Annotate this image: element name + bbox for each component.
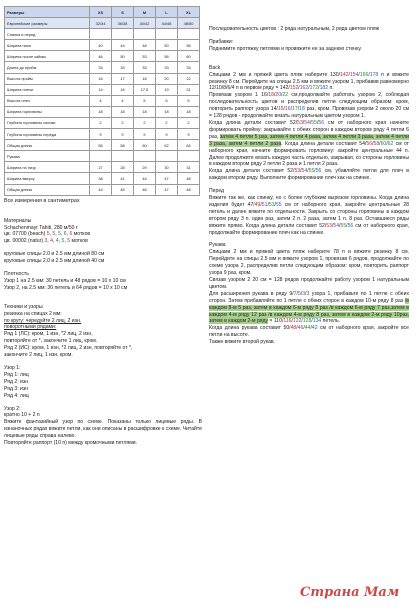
row-label-cell: Ширина после каймы [5, 51, 90, 62]
size-value-cell: M [134, 7, 156, 18]
size-value-cell: 33 [90, 62, 112, 73]
size-value-cell: 47 [156, 184, 178, 195]
rib-row-1: Ряд 1 (ЛС): кром, 1 изн, *2 лиц, 2 изн, [4, 331, 93, 338]
pattern-2-repeat: Повторяйте раппорт (10 п) между кромочными петлями. [4, 440, 137, 447]
row-label-cell: Спинка и перед [5, 29, 90, 40]
size-value-cell [112, 29, 134, 40]
size-value-cell: S [112, 7, 134, 18]
size-value-cell: 5 [178, 95, 200, 106]
row-label-cell: Ширина плечи [5, 84, 90, 95]
rib-round: по кругу: чередуйте 2 лиц, 2 изн. [4, 317, 82, 324]
sleeves-heading: Рукава [209, 242, 226, 249]
sleeves-para-4: Когда длина рукава составит 50/48/46/44/42 см от наборного края, закройте все петли на высоте. [209, 325, 409, 339]
row-label-cell: Глубина горловины спинки [5, 117, 90, 128]
rib-heading: резинка на спицах 2 мм: [4, 310, 62, 317]
size-value-cell: 17,5 [134, 84, 156, 95]
size-value-cell: 44/46 [156, 18, 178, 29]
back-para-1: Спицами 2 мм и пряжей цвета пляж наберите 130/142/154/166/178 п и вяжите резинку 8 см. Перейдите на спицы 2.5 мм и вяжите узором 1, прибавив равномерно 12/10/8/6/4 п в первом ряду = 142/152/162/172/182 п. [209, 71, 409, 92]
needles-40: круговые спицы 2.0 и 2.5 мм длиной 40 см [4, 258, 105, 265]
size-value-cell [134, 151, 156, 162]
pattern-2-description: Вяжите фантазийный узор по схеме. Показаны только лицевые ряды. В изнаночных рядах вяжите петли, как они описаны в расшифровке к схеме. Читайте лицевые ряды справа налево. [4, 419, 202, 440]
size-value-cell: 18 [112, 106, 134, 117]
size-value-cell: 9 [90, 129, 112, 140]
sleeves-para-1: Спицами 2 мм и пряжей цвета пляж наберите 78 п и вяжите резинку 8 см. Перейдите на спицы 2.5 мм и вяжите узором 1, провязав 6 рядов, продолжайте по схеме узора 2, распределив петли следующим образом: кром, повторить раппорт узора 9 раз, кром. [209, 249, 409, 277]
table-row [5, 84, 200, 95]
size-value-cell: 50 [156, 40, 178, 51]
size-value-cell: 2 [178, 117, 200, 128]
size-value-cell: 56 [156, 51, 178, 62]
size-value-cell: 2 [90, 117, 112, 128]
table-header-row [5, 7, 200, 18]
techniques-heading: Техники и узоры [4, 303, 43, 310]
size-value-cell: 48 [178, 184, 200, 195]
size-value-cell: 36/38 [112, 18, 134, 29]
size-value-cell: 5 [134, 95, 156, 106]
size-value-cell [156, 151, 178, 162]
sleeves-para-3: Для расширения рукава в ряду 9/7/5/3/3 узора 1, прибавьте по 1 петле с обеих сторон. Затем прибавляйте по 1 петле с обеих сторон в каждом 10-м ряду 8 раз /в каждом 8-м 5 раз, затем в каждом 6-м ряду 8 раз /в каждом 6-м ряду 7 раз,затем в каждом 4-м ряду 12 раз /в каждом 4-м ряду 8 раз, затем в каждом 2-м ряду 10раз, затем в каждом 2-м ряду = 110/116/122/128/134 петель. [209, 290, 410, 325]
size-value-cell: 38 [90, 173, 112, 184]
size-value-cell: 9 [156, 129, 178, 140]
row-label-cell: Ширина вверху [5, 173, 90, 184]
watermark-logo: Страна Мам [300, 585, 400, 600]
size-value-cell: XS [90, 7, 112, 18]
table-row [5, 117, 200, 128]
size-value-cell: 48 [134, 40, 156, 51]
size-value-cell: 30 [156, 162, 178, 173]
table-row [5, 62, 200, 73]
size-value-cell: 9 [112, 129, 134, 140]
row-label-cell: Размеры [5, 7, 90, 18]
size-value-cell: 18 [90, 106, 112, 117]
size-value-cell [178, 151, 200, 162]
size-value-cell: 60 [134, 140, 156, 151]
size-value-cell: 60 [178, 51, 200, 62]
row-label-cell: Длина до пройм [5, 62, 90, 73]
sleeves-para-2: Связав узором 2 20 см = 128 рядов продолжайте работу узором 1 натуральным цветом. [209, 277, 409, 290]
gauge-heading: Плотность [4, 271, 29, 278]
table-note: Все измерения в сантиметрах [4, 197, 80, 204]
yarn-color-beach: цв. 07700 (beach) 5, 5, 5, 6, 6 мотков [4, 231, 91, 238]
table-row [5, 95, 200, 106]
size-value-cell: 50 [112, 51, 134, 62]
size-value-cell [90, 151, 112, 162]
gauge-pattern-1: Узор 1 на 2.5 мм: 30 петель и 48 рядов = 10 х 10 см [4, 277, 126, 284]
back-para-2: Провязав узором 1 16/18/20/22 см,продолжайте работать узором 2, соблюдая последовательность цветов и распределив петли следующим образом: кром, повторить раппорт узора 14/15/16/17/18 раз, кром. Провязав узором 2 около 20 см = 128 рядов - продолжайте вязать натуральным цветом узором 1. [209, 92, 410, 120]
materials-section [4, 218, 202, 447]
size-value-cell: 9 [134, 129, 156, 140]
materials-heading: Материалы [4, 217, 32, 224]
row-label-cell: Общая длина [5, 140, 90, 151]
size-value-cell: 28 [112, 162, 134, 173]
rib-rows-heading: поворотными рядами: [4, 324, 57, 331]
pattern-1-row-2: Ряд 2: изн [4, 378, 29, 385]
size-value-cell: 33 [112, 62, 134, 73]
table-row [5, 51, 200, 62]
size-value-cell: 16 [90, 73, 112, 84]
size-value-cell: 27 [90, 162, 112, 173]
pattern-1-row-4: Ряд 4: лиц [4, 392, 29, 399]
back-para-3: Когда длина детали составит 52/53/54/55/56 см от наборного края начните формировать пройму: закрывайте с обеих сторон в каждом втором ряду 4 петли 6 раз, затем 4 петли 5 раз, затем 4 петли 4 раза, затем 4 петли 3 раза, затем 4 петли 3 раза, затем 4 петли 2 раза. Когда длина детали составит 54/56/58/60/62 см от наборного края, начните формировать горловину: закройте центральные 44 п. Далее продолжите вязать каждую часть отдельно, закрывая, со стороны горловины в каждом втором ряду 2 петли 2 раза и 1 петля 2 раза. [209, 119, 410, 168]
size-value-cell: 45 [112, 184, 134, 195]
table-row [5, 73, 200, 84]
size-value-cell: 16 [112, 84, 134, 95]
size-value-cell: 33 [156, 62, 178, 73]
size-value-cell: 58 [112, 140, 134, 151]
table-row [5, 129, 200, 140]
size-value-cell: 29 [134, 162, 156, 173]
size-value-cell: 20 [156, 73, 178, 84]
size-value-cell: 62 [156, 140, 178, 151]
size-value-cell: 31 [178, 162, 200, 173]
size-value-cell: 48 [178, 173, 200, 184]
size-value-cell: 18 [134, 106, 156, 117]
table-row [5, 173, 200, 184]
size-value-cell: 17 [112, 73, 134, 84]
increases-heading: Прибавки: [209, 38, 234, 45]
size-value-cell: 40 [90, 40, 112, 51]
size-value-cell: 44 [90, 184, 112, 195]
size-value-cell: 44 [112, 40, 134, 51]
size-value-cell: 4 [90, 95, 112, 106]
table-row [5, 29, 200, 40]
size-value-cell: 9 [178, 129, 200, 140]
size-value-cell: 21 [178, 84, 200, 95]
size-value-cell: 33 [178, 62, 200, 73]
row-label-cell: Общая длина [5, 184, 90, 195]
size-value-cell: 14 [90, 84, 112, 95]
size-value-cell: L [156, 7, 178, 18]
yarn-color-natur: цв. 00002 (natur) 3, 4, 4, 5, 5 мотков [4, 238, 88, 245]
size-value-cell: 2 [156, 117, 178, 128]
size-value-cell: XL [178, 7, 200, 18]
size-value-cell: 19 [156, 84, 178, 95]
size-value-cell: 48/50 [178, 18, 200, 29]
rib-row-2-end: закончите 2 лиц, 1 изн, кром. [4, 352, 73, 359]
row-label-cell: Высота плеч [5, 95, 90, 106]
size-value-cell: 53 [134, 51, 156, 62]
size-value-cell: 40/42 [134, 18, 156, 29]
table-row [5, 40, 200, 51]
size-value-cell: 2 [112, 117, 134, 128]
pattern-1-heading: Узор 1: [4, 365, 21, 371]
size-value-cell: 4 [112, 95, 134, 106]
table-row [5, 151, 200, 162]
pattern-2-heading: Узор 2: [4, 405, 21, 412]
size-value-cell: 18 [178, 106, 200, 117]
table-row [5, 162, 200, 173]
size-value-cell: 46 [134, 184, 156, 195]
row-label-cell: Глубина горловины переда [5, 129, 90, 140]
size-value-cell: 64 [178, 140, 200, 151]
table-row [5, 18, 200, 29]
front-para: Вяжите так же, как спинку, но с более глубоким вырезом горловины. Когда длина изделия будет 47/49/51/53/55 см от наборного края, закройте центральные 28 петель и далее вяжите по отдельности. Закрыть со стороны горловины в каждом втором ряду 3 п. один раз, затем 2 п. 2 раза, затем 1 п. 8 раз. Оставшиеся ряды вяжите прямо. Когда длина детали составит 52/53/54/55/56 см от наборного края, продолжайте формирование плеч как на спинке. [209, 195, 409, 236]
row-label-cell: Рукава [5, 151, 90, 162]
row-label-cell: Ширина по низу [5, 162, 90, 173]
size-value-cell: 46 [90, 51, 112, 62]
size-value-cell: 18 [134, 73, 156, 84]
size-value-cell: 47 [156, 173, 178, 184]
needles-80: круговые спицы 2.0 и 2.5 мм длиной 80 см [4, 251, 105, 258]
size-value-cell [178, 29, 200, 40]
table-row [5, 184, 200, 195]
size-value-cell: 2 [134, 117, 156, 128]
size-value-cell [134, 29, 156, 40]
rib-row-2: Ряд 2 (ИС): кром, 1 изн, *2 лиц, 2 изн, повторяйте от *, [4, 345, 133, 352]
back-para-4: Когда длина детали составит 52/53/54/55/56 см, убавляйте петли для плеч в каждом втором ряду. Выполните формирование плеч как на спинке. [209, 168, 409, 182]
yarn-name: Schachenmayr Tahiti, 280 м/50 г [4, 224, 78, 231]
size-value-cell: 41 [112, 173, 134, 184]
back-heading: Back [209, 64, 221, 71]
front-heading: Перед [209, 188, 225, 195]
size-value-cell: 22 [178, 73, 200, 84]
size-table [4, 6, 200, 196]
size-value-cell: 33 [134, 62, 156, 73]
size-value-cell [112, 151, 134, 162]
sleeves-para-5: Также вяжите второй рукав. [209, 339, 276, 346]
row-label-cell: Ширина низа [5, 40, 90, 51]
gauge-pattern-2: Узор 2, на 2.5 мм: 30 петель и 64 рядов = 10 х 10 см [4, 284, 128, 291]
table-row [5, 106, 200, 117]
size-value-cell [90, 29, 112, 40]
size-value-cell [156, 29, 178, 40]
pattern-1-row-3: Ряд 3: изн [4, 385, 29, 392]
increases-text: Поднимите протяжку петлями и провяжите ее за заднюю стенку. [209, 45, 362, 52]
row-label-cell: Ширина горловины [5, 106, 90, 117]
table-row [5, 140, 200, 151]
size-value-cell: 18 [156, 106, 178, 117]
color-sequence: Последовательность цветов : 2 ряда натуральным, 2 ряда цветом пляж [209, 26, 380, 32]
size-value-cell: 44 [134, 173, 156, 184]
row-label-cell: Европейские размеры [5, 18, 90, 29]
right-column [209, 26, 409, 346]
size-value-cell: 32/34 [90, 18, 112, 29]
pattern-2-multiple: кратно 10 + 2 п [4, 412, 40, 419]
size-value-cell: 56 [90, 140, 112, 151]
size-value-cell: 5 [156, 95, 178, 106]
left-column [4, 6, 202, 447]
size-value-cell: 56 [178, 40, 200, 51]
rib-row-1-end: повторяйте от *, закончите 1 лиц, кром. [4, 338, 98, 345]
row-label-cell: Высота пройм [5, 73, 90, 84]
pattern-1-row-1: Ряд 1: лиц [4, 371, 29, 378]
